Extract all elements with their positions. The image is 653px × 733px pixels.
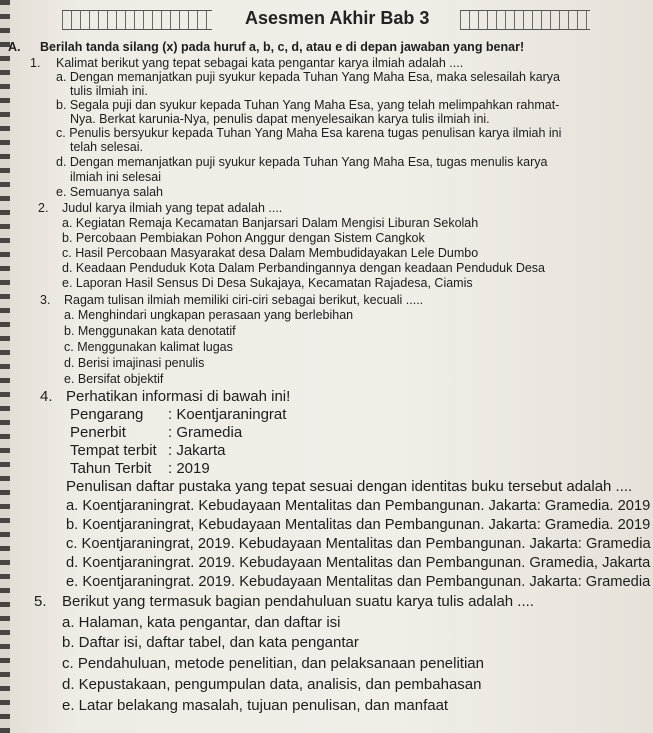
q4-pengarang-value: : Koentjaraningrat (168, 406, 287, 423)
header (40, 2, 610, 36)
q4-question: Penulisan daftar pustaka yang tepat sesuai dengan identitas buku tersebut adalah .... (66, 478, 633, 495)
q5-number: 5. (34, 593, 47, 610)
q1-text: Kalimat berikut yang tepat sebagai kata pengantar karya ilmiah adalah .... (56, 56, 464, 70)
q4-penerbit-label: Penerbit (70, 424, 126, 441)
q3-option-b: b. Menggunakan kata denotatif (64, 324, 236, 338)
q3-option-c: c. Menggunakan kalimat lugas (64, 340, 233, 354)
decorative-border-left (62, 10, 212, 30)
q4-tempat-label: Tempat terbit (70, 442, 157, 459)
q3-option-d: d. Berisi imajinasi penulis (64, 356, 205, 370)
q1-number: 1. (30, 56, 41, 70)
q3-option-a: a. Menghindari ungkapan perasaan yang berlebihan (64, 308, 354, 322)
q1-option-a: a. Dengan memanjatkan puji syukur kepada Tuhan Yang Maha Esa, maka selesailah karya (56, 70, 561, 84)
q3-text: Ragam tulisan ilmiah memiliki ciri-ciri sebagai berikut, kecuali ..... (64, 293, 424, 307)
q4-tahun-label: Tahun Terbit (70, 460, 152, 477)
q4-number: 4. (40, 388, 53, 405)
q2-option-c: c. Hasil Percobaan Masyarakat desa Dalam Membudidayakan Lele Dumbo (62, 246, 479, 260)
q4-text: Perhatikan informasi di bawah ini! (66, 388, 291, 405)
q1-option-c-cont: telah selesai. (70, 140, 143, 154)
q4-penerbit-value: : Gramedia (168, 424, 243, 441)
q4-tempat-value: : Jakarta (168, 442, 226, 459)
q1-option-d-cont: ilmiah ini selesai (70, 170, 162, 184)
q1-option-d: d. Dengan memanjatkan puji syukur kepada Tuhan Yang Maha Esa, tugas menulis karya (56, 155, 548, 169)
q4-pengarang-label: Pengarang (70, 406, 144, 423)
q2-option-a: a. Kegiatan Remaja Kecamatan Banjarsari Dalam Mengisi Liburan Sekolah (62, 216, 479, 230)
q1-option-b-cont: Nya. Berkat karunia-Nya, penulis dapat menyelesaikan karya tulis ilmiah ini. (70, 112, 490, 126)
section-letter: A. (8, 40, 21, 54)
q5-option-e: e. Latar belakang masalah, tujuan penulisan, dan manfaat (62, 697, 449, 714)
q2-number: 2. (38, 201, 49, 215)
q5-option-b: b. Daftar isi, daftar tabel, dan kata pengantar (62, 634, 359, 651)
q5-option-a: a. Halaman, kata pengantar, dan daftar isi (62, 614, 341, 631)
q3-option-e: e. Bersifat objektif (64, 372, 164, 386)
q4-tahun-value: : 2019 (168, 460, 210, 477)
spiral-binding (0, 0, 10, 733)
q4-option-d: d. Koentjaraningrat. 2019. Kebudayaan Mentalitas dan Pembangunan. Gramedia, Jakarta (66, 554, 651, 571)
q2-option-b: b. Percobaan Pembiakan Pohon Anggur dengan Sistem Cangkok (62, 231, 425, 245)
q1-option-a-cont: tulis ilmiah ini. (70, 84, 148, 98)
q4-option-e: e. Koentjaraningrat. 2019. Kebudayaan Mentalitas dan Pembangunan. Jakarta: Gramedia (66, 573, 651, 590)
q1-option-c: c. Penulis bersyukur kepada Tuhan Yang Maha Esa karena tugas penulisan karya ilmiah ini (56, 126, 562, 140)
q3-number: 3. (40, 293, 51, 307)
q2-text: Judul karya ilmiah yang tepat adalah .... (62, 201, 283, 215)
q1-option-e: e. Semuanya salah (56, 185, 164, 199)
decorative-border-right (460, 10, 590, 30)
q4-option-b: b. Koentjaraningrat, Kebudayaan Mentalitas dan Pembangunan. Jakarta: Gramedia. 2019 (66, 516, 651, 533)
section-instruction: Berilah tanda silang (x) pada huruf a, b, c, d, atau e di depan jawaban yang benar! (40, 40, 525, 54)
q5-option-c: c. Pendahuluan, metode penelitian, dan pelaksanaan penelitian (62, 655, 484, 672)
q2-option-e: e. Laporan Hasil Sensus Di Desa Sukajaya, Kecamatan Rajadesa, Ciamis (62, 276, 473, 290)
q1-option-b: b. Segala puji dan syukur kepada Tuhan Yang Maha Esa, yang telah melimpahkan rahmat- (56, 98, 560, 112)
q5-option-d: d. Kepustakaan, pengumpulan data, analisis, dan pembahasan (62, 676, 482, 693)
q5-text: Berikut yang termasuk bagian pendahuluan suatu karya tulis adalah .... (62, 593, 534, 610)
page-title: Asesmen Akhir Bab 3 (245, 8, 430, 28)
q4-option-c: c. Koentjaraningrat, 2019. Kebudayaan Mentalitas dan Pembangunan. Jakarta: Gramedia (66, 535, 651, 552)
q4-option-a: a. Koentjaraningrat. Kebudayaan Mentalitas dan Pembangunan. Jakarta: Gramedia. 2019 (66, 497, 651, 514)
q2-option-d: d. Keadaan Penduduk Kota Dalam Perbandingannya dengan keadaan Penduduk Desa (62, 261, 546, 275)
